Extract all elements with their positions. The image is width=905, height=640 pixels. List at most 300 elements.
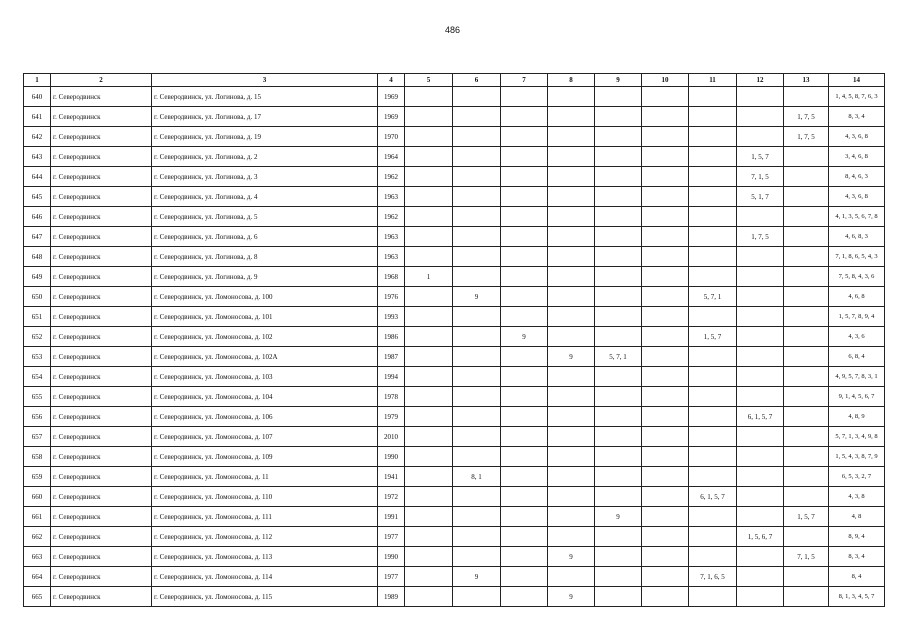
table-cell-col-14: 5, 7, 1, 3, 4, 9, 8 [829, 427, 885, 447]
table-cell-col-2: г. Северодвинск [51, 247, 152, 267]
table-cell-col-10 [642, 587, 689, 607]
table-cell-col-14: 1, 4, 5, 8, 7, 6, 3 [829, 87, 885, 107]
table-row [24, 567, 885, 587]
table-cell-col-12: 6, 1, 5, 7 [737, 407, 784, 427]
table-cell-col-7 [501, 527, 548, 547]
table-cell-col-2: г. Северодвинск [51, 347, 152, 367]
table-cell-col-6 [453, 527, 501, 547]
table-cell-col-6 [453, 227, 501, 247]
table-cell-col-6 [453, 127, 501, 147]
table-cell-col-6 [453, 147, 501, 167]
table-row [24, 187, 885, 207]
table-cell-col-13 [784, 247, 829, 267]
table-cell-col-7 [501, 107, 548, 127]
table-cell-col-3: г. Северодвинск, ул. Логинова, д. 2 [152, 147, 378, 167]
table-cell-col-1: 646 [24, 207, 51, 227]
table-cell-col-1: 647 [24, 227, 51, 247]
table-cell-col-11: 7, 1, 6, 5 [689, 567, 737, 587]
table-cell-col-2: г. Северодвинск [51, 487, 152, 507]
table-cell-col-4: 1994 [378, 367, 405, 387]
table-cell-col-13 [784, 447, 829, 467]
table-cell-col-7 [501, 407, 548, 427]
column-header-9: 9 [595, 74, 642, 87]
table-cell-col-3: г. Северодвинск, ул. Ломоносова, д. 101 [152, 307, 378, 327]
table-cell-col-14: 4, 3, 8 [829, 487, 885, 507]
table-cell-col-12: 5, 1, 7 [737, 187, 784, 207]
table-cell-col-3: г. Северодвинск, ул. Ломоносова, д. 103 [152, 367, 378, 387]
table-cell-col-11 [689, 427, 737, 447]
table-cell-col-5 [405, 147, 453, 167]
table-cell-col-11 [689, 207, 737, 227]
table-cell-col-5 [405, 367, 453, 387]
table-cell-col-2: г. Северодвинск [51, 407, 152, 427]
table-cell-col-7: 9 [501, 327, 548, 347]
table-cell-col-2: г. Северодвинск [51, 467, 152, 487]
table-cell-col-2: г. Северодвинск [51, 107, 152, 127]
table-cell-col-8 [548, 407, 595, 427]
table-cell-col-10 [642, 347, 689, 367]
table-cell-col-10 [642, 487, 689, 507]
table-cell-col-13 [784, 327, 829, 347]
table-cell-col-3: г. Северодвинск, ул. Логинова, д. 19 [152, 127, 378, 147]
column-header-7: 7 [501, 74, 548, 87]
table-cell-col-3: г. Северодвинск, ул. Логинова, д. 8 [152, 247, 378, 267]
table-cell-col-9 [595, 267, 642, 287]
table-cell-col-13: 1, 7, 5 [784, 107, 829, 127]
table-cell-col-10 [642, 267, 689, 287]
table-cell-col-10 [642, 107, 689, 127]
table-cell-col-9 [595, 107, 642, 127]
table-cell-col-5 [405, 507, 453, 527]
table-cell-col-13: 1, 7, 5 [784, 127, 829, 147]
table-cell-col-12 [737, 87, 784, 107]
table-cell-col-6 [453, 187, 501, 207]
table-cell-col-14: 6, 5, 3, 2, 7 [829, 467, 885, 487]
table-cell-col-1: 665 [24, 587, 51, 607]
table-cell-col-10 [642, 247, 689, 267]
table-cell-col-9 [595, 207, 642, 227]
table-cell-col-12: 1, 7, 5 [737, 227, 784, 247]
table-cell-col-11 [689, 507, 737, 527]
table-cell-col-1: 645 [24, 187, 51, 207]
table-cell-col-12: 7, 1, 5 [737, 167, 784, 187]
table-cell-col-3: г. Северодвинск, ул. Логинова, д. 3 [152, 167, 378, 187]
table-cell-col-1: 657 [24, 427, 51, 447]
table-cell-col-11 [689, 547, 737, 567]
table-cell-col-13 [784, 487, 829, 507]
table-cell-col-14: 8, 4 [829, 567, 885, 587]
table-cell-col-8 [548, 507, 595, 527]
table-cell-col-5 [405, 167, 453, 187]
table-cell-col-1: 642 [24, 127, 51, 147]
table-row [24, 107, 885, 127]
table-cell-col-6 [453, 327, 501, 347]
table-cell-col-2: г. Северодвинск [51, 367, 152, 387]
column-header-6: 6 [453, 74, 501, 87]
table-cell-col-2: г. Северодвинск [51, 147, 152, 167]
table-cell-col-4: 1986 [378, 327, 405, 347]
table-cell-col-10 [642, 187, 689, 207]
table-cell-col-4: 1993 [378, 307, 405, 327]
table-cell-col-2: г. Северодвинск [51, 227, 152, 247]
table-row [24, 487, 885, 507]
column-header-13: 13 [784, 74, 829, 87]
table-cell-col-4: 1941 [378, 467, 405, 487]
table-cell-col-8 [548, 467, 595, 487]
table-cell-col-7 [501, 87, 548, 107]
table-cell-col-1: 664 [24, 567, 51, 587]
table-cell-col-13 [784, 187, 829, 207]
table-cell-col-10 [642, 287, 689, 307]
table-cell-col-1: 658 [24, 447, 51, 467]
table-cell-col-8 [548, 247, 595, 267]
table-cell-col-13 [784, 227, 829, 247]
table-cell-col-9: 5, 7, 1 [595, 347, 642, 367]
table-cell-col-14: 4, 3, 6, 8 [829, 187, 885, 207]
table-cell-col-6 [453, 447, 501, 467]
table-cell-col-1: 655 [24, 387, 51, 407]
table-row [24, 307, 885, 327]
table-cell-col-12 [737, 567, 784, 587]
table-cell-col-2: г. Северодвинск [51, 87, 152, 107]
table-cell-col-7 [501, 127, 548, 147]
table-cell-col-7 [501, 247, 548, 267]
table-cell-col-2: г. Северодвинск [51, 527, 152, 547]
table-row [24, 467, 885, 487]
table-cell-col-12 [737, 307, 784, 327]
table-cell-col-11: 6, 1, 5, 7 [689, 487, 737, 507]
table-cell-col-9 [595, 467, 642, 487]
table-cell-col-13 [784, 147, 829, 167]
table-cell-col-5: 1 [405, 267, 453, 287]
table-row [24, 447, 885, 467]
table-cell-col-14: 4, 8 [829, 507, 885, 527]
table-cell-col-10 [642, 367, 689, 387]
table-cell-col-1: 663 [24, 547, 51, 567]
table-cell-col-3: г. Северодвинск, ул. Ломоносова, д. 111 [152, 507, 378, 527]
table-cell-col-9 [595, 427, 642, 447]
table-cell-col-4: 1991 [378, 507, 405, 527]
table-cell-col-6 [453, 307, 501, 327]
table-cell-col-2: г. Северодвинск [51, 567, 152, 587]
table-cell-col-10 [642, 467, 689, 487]
table-cell-col-9 [595, 587, 642, 607]
table-cell-col-1: 644 [24, 167, 51, 187]
table-cell-col-10 [642, 447, 689, 467]
table-cell-col-6 [453, 247, 501, 267]
table-cell-col-11 [689, 147, 737, 167]
column-header-2: 2 [51, 74, 152, 87]
table-cell-col-11 [689, 527, 737, 547]
table-cell-col-11 [689, 367, 737, 387]
table-cell-col-6: 8, 1 [453, 467, 501, 487]
table-cell-col-5 [405, 587, 453, 607]
table-cell-col-13 [784, 367, 829, 387]
table-cell-col-3: г. Северодвинск, ул. Ломоносова, д. 100 [152, 287, 378, 307]
column-header-8: 8 [548, 74, 595, 87]
table-cell-col-2: г. Северодвинск [51, 387, 152, 407]
column-header-1: 1 [24, 74, 51, 87]
table-cell-col-5 [405, 567, 453, 587]
table-cell-col-2: г. Северодвинск [51, 507, 152, 527]
table-cell-col-11 [689, 167, 737, 187]
table-cell-col-5 [405, 347, 453, 367]
table-cell-col-12 [737, 207, 784, 227]
table-cell-col-9 [595, 167, 642, 187]
table-cell-col-5 [405, 427, 453, 447]
table-cell-col-8 [548, 487, 595, 507]
table-cell-col-13 [784, 87, 829, 107]
table-cell-col-12 [737, 447, 784, 467]
table-cell-col-4: 1969 [378, 107, 405, 127]
table-row [24, 267, 885, 287]
table-cell-col-14: 7, 1, 8, 6, 5, 4, 3 [829, 247, 885, 267]
table-cell-col-7 [501, 267, 548, 287]
table-cell-col-5 [405, 127, 453, 147]
table-cell-col-8 [548, 87, 595, 107]
table-row [24, 87, 885, 107]
table-cell-col-9 [595, 407, 642, 427]
table-cell-col-8 [548, 127, 595, 147]
table-cell-col-5 [405, 107, 453, 127]
table-cell-col-3: г. Северодвинск, ул. Ломоносова, д. 106 [152, 407, 378, 427]
table-cell-col-4: 1962 [378, 167, 405, 187]
table-cell-col-8 [548, 107, 595, 127]
table-cell-col-2: г. Северодвинск [51, 547, 152, 567]
column-header-4: 4 [378, 74, 405, 87]
table-cell-col-1: 653 [24, 347, 51, 367]
table-cell-col-11 [689, 127, 737, 147]
table-cell-col-2: г. Северодвинск [51, 447, 152, 467]
table-cell-col-14: 8, 1, 3, 4, 5, 7 [829, 587, 885, 607]
table-cell-col-1: 652 [24, 327, 51, 347]
table-cell-col-10 [642, 207, 689, 227]
table-cell-col-1: 654 [24, 367, 51, 387]
table-cell-col-2: г. Северодвинск [51, 587, 152, 607]
table-cell-col-11 [689, 87, 737, 107]
table-cell-col-5 [405, 387, 453, 407]
table-cell-col-10 [642, 387, 689, 407]
table-row [24, 507, 885, 527]
table-cell-col-7 [501, 147, 548, 167]
table-cell-col-12 [737, 347, 784, 367]
table-cell-col-11 [689, 267, 737, 287]
table-cell-col-8 [548, 327, 595, 347]
table-cell-col-2: г. Северодвинск [51, 167, 152, 187]
table-cell-col-9 [595, 247, 642, 267]
table-cell-col-8 [548, 307, 595, 327]
table-cell-col-7 [501, 227, 548, 247]
table-cell-col-7 [501, 427, 548, 447]
table-cell-col-11 [689, 447, 737, 467]
table-cell-col-6 [453, 507, 501, 527]
table-cell-col-3: г. Северодвинск, ул. Ломоносова, д. 110 [152, 487, 378, 507]
table-cell-col-8 [548, 387, 595, 407]
table-cell-col-5 [405, 207, 453, 227]
table-cell-col-13 [784, 427, 829, 447]
table-cell-col-8 [548, 187, 595, 207]
table-row [24, 227, 885, 247]
table-cell-col-12 [737, 427, 784, 447]
table-cell-col-12: 1, 5, 6, 7 [737, 527, 784, 547]
table-cell-col-5 [405, 187, 453, 207]
table-cell-col-14: 7, 5, 8, 4, 3, 6 [829, 267, 885, 287]
table-row [24, 587, 885, 607]
table-cell-col-10 [642, 147, 689, 167]
table-cell-col-7 [501, 207, 548, 227]
table-cell-col-12: 1, 5, 7 [737, 147, 784, 167]
table-cell-col-12 [737, 127, 784, 147]
table-cell-col-3: г. Северодвинск, ул. Ломоносова, д. 102 [152, 327, 378, 347]
table-cell-col-4: 2010 [378, 427, 405, 447]
table-cell-col-11 [689, 107, 737, 127]
table-cell-col-4: 1963 [378, 227, 405, 247]
table-cell-col-9 [595, 367, 642, 387]
table-header-row [24, 74, 885, 87]
table-cell-col-4: 1990 [378, 447, 405, 467]
table-cell-col-1: 640 [24, 87, 51, 107]
table-cell-col-5 [405, 247, 453, 267]
table-cell-col-13: 1, 5, 7 [784, 507, 829, 527]
table-cell-col-1: 659 [24, 467, 51, 487]
table-cell-col-14: 8, 3, 4 [829, 107, 885, 127]
table-cell-col-6 [453, 347, 501, 367]
table-cell-col-9 [595, 327, 642, 347]
table-row [24, 147, 885, 167]
table-cell-col-14: 8, 3, 4 [829, 547, 885, 567]
table-cell-col-12 [737, 367, 784, 387]
table-cell-col-8 [548, 527, 595, 547]
table-cell-col-3: г. Северодвинск, ул. Логинова, д. 6 [152, 227, 378, 247]
table-cell-col-2: г. Северодвинск [51, 127, 152, 147]
table-cell-col-9 [595, 487, 642, 507]
table-row [24, 427, 885, 447]
table-cell-col-5 [405, 87, 453, 107]
table-cell-col-10 [642, 527, 689, 547]
table-cell-col-1: 648 [24, 247, 51, 267]
table-cell-col-1: 643 [24, 147, 51, 167]
table-cell-col-2: г. Северодвинск [51, 427, 152, 447]
table-cell-col-3: г. Северодвинск, ул. Ломоносова, д. 107 [152, 427, 378, 447]
table-cell-col-9: 9 [595, 507, 642, 527]
table-cell-col-8 [548, 367, 595, 387]
table-cell-col-12 [737, 507, 784, 527]
table-cell-col-5 [405, 227, 453, 247]
table-cell-col-1: 656 [24, 407, 51, 427]
table-cell-col-6 [453, 367, 501, 387]
column-header-14: 14 [829, 74, 885, 87]
table-row [24, 387, 885, 407]
table-cell-col-7 [501, 287, 548, 307]
table-cell-col-13 [784, 287, 829, 307]
table-cell-col-13 [784, 267, 829, 287]
table-cell-col-14: 4, 3, 6, 8 [829, 127, 885, 147]
table-cell-col-7 [501, 347, 548, 367]
table-cell-col-11: 5, 7, 1 [689, 287, 737, 307]
table-cell-col-12 [737, 327, 784, 347]
table-cell-col-13 [784, 347, 829, 367]
table-cell-col-7 [501, 547, 548, 567]
table-cell-col-11 [689, 247, 737, 267]
table-cell-col-7 [501, 447, 548, 467]
table-cell-col-8 [548, 207, 595, 227]
table-cell-col-6 [453, 267, 501, 287]
table-row [24, 327, 885, 347]
table-cell-col-4: 1964 [378, 147, 405, 167]
table-cell-col-3: г. Северодвинск, ул. Логинова, д. 15 [152, 87, 378, 107]
table-cell-col-12 [737, 547, 784, 567]
table-cell-col-14: 4, 9, 5, 7, 8, 3, 1 [829, 367, 885, 387]
table-cell-col-14: 6, 8, 4 [829, 347, 885, 367]
table-cell-col-11 [689, 227, 737, 247]
table-cell-col-8 [548, 287, 595, 307]
table-cell-col-13 [784, 587, 829, 607]
table-cell-col-13 [784, 387, 829, 407]
table-cell-col-10 [642, 307, 689, 327]
table-row [24, 407, 885, 427]
table-cell-col-3: г. Северодвинск, ул. Логинова, д. 4 [152, 187, 378, 207]
table-cell-col-6 [453, 207, 501, 227]
table-cell-col-6 [453, 427, 501, 447]
table-cell-col-5 [405, 327, 453, 347]
table-cell-col-9 [595, 547, 642, 567]
table-cell-col-14: 4, 1, 3, 5, 6, 7, 8 [829, 207, 885, 227]
table-row [24, 547, 885, 567]
table-cell-col-13 [784, 467, 829, 487]
table-cell-col-14: 4, 8, 9 [829, 407, 885, 427]
table-cell-col-4: 1969 [378, 87, 405, 107]
table-cell-col-7 [501, 387, 548, 407]
table-cell-col-1: 661 [24, 507, 51, 527]
table-cell-col-3: г. Северодвинск, ул. Логинова, д. 17 [152, 107, 378, 127]
table-cell-col-7 [501, 467, 548, 487]
table-cell-col-12 [737, 387, 784, 407]
table-cell-col-9 [595, 307, 642, 327]
table-cell-col-12 [737, 467, 784, 487]
table-cell-col-12 [737, 487, 784, 507]
table-cell-col-8 [548, 147, 595, 167]
table-cell-col-2: г. Северодвинск [51, 267, 152, 287]
table-row [24, 207, 885, 227]
table-cell-col-4: 1976 [378, 287, 405, 307]
table-cell-col-7 [501, 367, 548, 387]
table-cell-col-3: г. Северодвинск, ул. Логинова, д. 9 [152, 267, 378, 287]
table-cell-col-3: г. Северодвинск, ул. Ломоносова, д. 109 [152, 447, 378, 467]
table-cell-col-8 [548, 427, 595, 447]
table-cell-col-4: 1977 [378, 567, 405, 587]
table-cell-col-7 [501, 587, 548, 607]
table-cell-col-14: 3, 4, 6, 8 [829, 147, 885, 167]
table-cell-col-9 [595, 567, 642, 587]
table-row [24, 367, 885, 387]
table-cell-col-4: 1987 [378, 347, 405, 367]
table-cell-col-8: 9 [548, 587, 595, 607]
table-cell-col-10 [642, 547, 689, 567]
table-cell-col-6 [453, 107, 501, 127]
table-cell-col-11 [689, 467, 737, 487]
table-cell-col-6 [453, 87, 501, 107]
table-cell-col-8 [548, 167, 595, 187]
table-cell-col-10 [642, 227, 689, 247]
table-cell-col-3: г. Северодвинск, ул. Ломоносова, д. 112 [152, 527, 378, 547]
table-cell-col-4: 1977 [378, 527, 405, 547]
table-cell-col-14: 8, 9, 4 [829, 527, 885, 547]
table-cell-col-13 [784, 207, 829, 227]
table-cell-col-10 [642, 427, 689, 447]
table-cell-col-3: г. Северодвинск, ул. Логинова, д. 5 [152, 207, 378, 227]
page-number: 486 [444, 25, 461, 35]
column-header-3: 3 [152, 74, 378, 87]
